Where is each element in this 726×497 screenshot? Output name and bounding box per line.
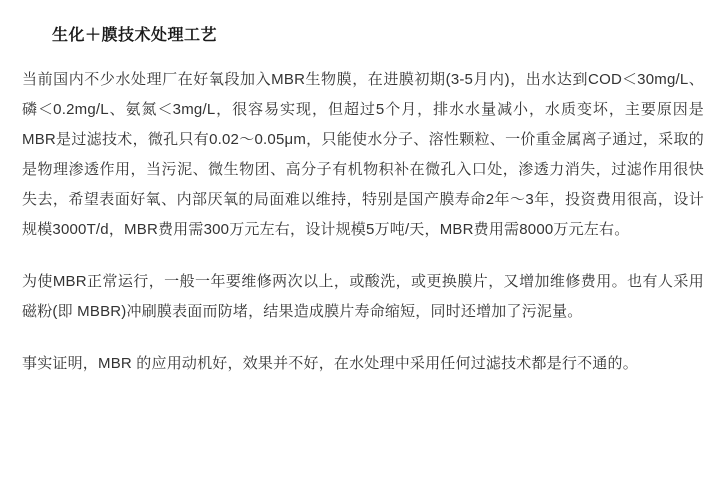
document-body bbox=[22, 65, 704, 379]
page-title: 生化＋膜技术处理工艺 bbox=[52, 27, 218, 44]
paragraph: 当前国内不少水处理厂在好氧段加入MBR生物膜，在进膜初期(3-5月内)，出水达到COD＜30mg/L、磷＜0.2mg/L、氨氮＜3mg/L，很容易实现，但超过5个月，排水水量减小，水质变坏，主要原因是MBR是过滤技术，微孔只有0.02～0.05μm，只能使水分子、溶性颗粒、一价重金属离子通过，采取的是物理渗透作用，当污泥、微生物团、高分子有机物积补在微孔入口处，渗透力消失，过滤作用很快失去，希望表面好氧、内部厌氧的局面难以维持，特别是国产膜寿命2年～3年，投资费用很高，设计规模3000T/d，MBR费用需300万元左右，设计规模5万吨/天，MBR费用需8000万元左右。 bbox=[22, 71, 704, 238]
paragraph: 事实证明，MBR 的应用动机好，效果并不好，在水处理中采用任何过滤技术都是行不通的。 bbox=[22, 355, 638, 372]
paragraph: 为使MBR正常运行，一般一年要维修两次以上，或酸洗，或更换膜片，又增加维修费用。也有人采用磁粉(即 MBBR)冲刷膜表面而防堵，结果造成膜片寿命缩短，同时还增加了污泥量。 bbox=[22, 273, 704, 320]
